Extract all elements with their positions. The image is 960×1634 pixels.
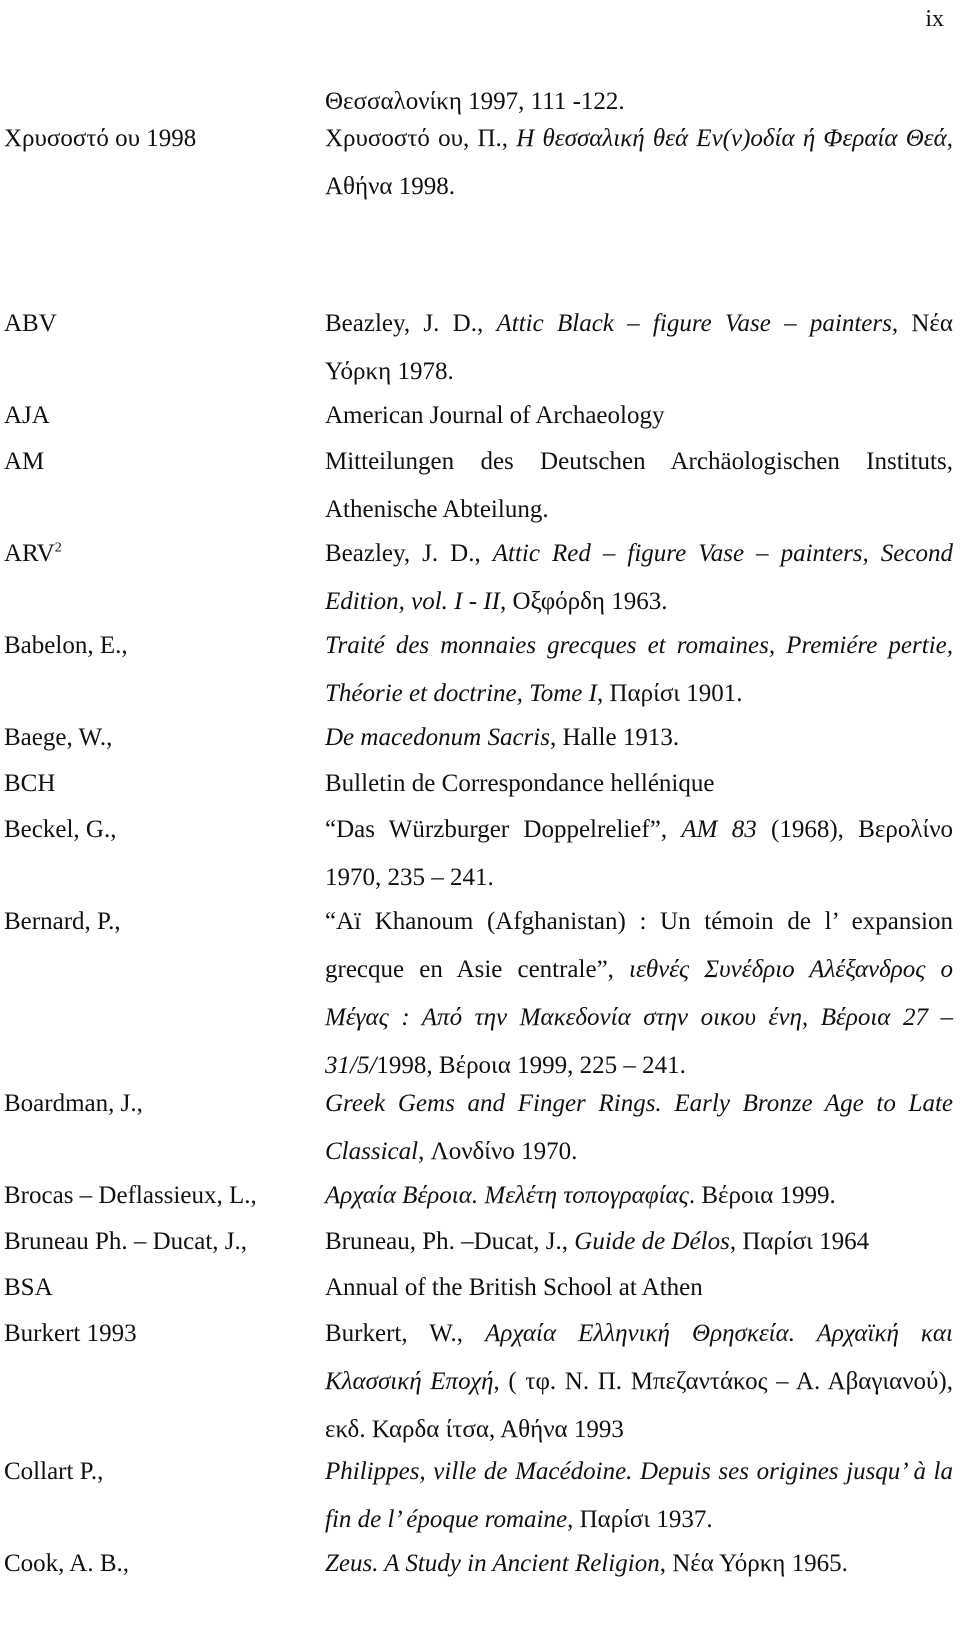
entry-reference xyxy=(325,1218,953,1266)
abbreviation-text: Boardman, J., xyxy=(4,1090,143,1117)
reference-text: , Αθήνα 1998. xyxy=(325,125,954,200)
entry-reference xyxy=(325,1172,953,1220)
abbreviation-text: AJA xyxy=(4,402,50,429)
entry-reference xyxy=(325,1448,953,1544)
abbreviation-text: Beckel, G., xyxy=(4,816,117,843)
reference-title: Η θεσσαλική θεά Εν(ν)οδία ή Φεραία Θεά xyxy=(516,125,947,152)
reference-text: American Journal of Archaeology xyxy=(325,402,665,429)
reference-text: , Οξφόρδη 1963. xyxy=(499,588,668,615)
entry-abbreviation xyxy=(4,907,121,937)
abbreviation-text: Cook, A. B., xyxy=(4,1550,130,1577)
reference-text: , Παρίσι 1901. xyxy=(596,680,743,707)
reference-text: Annual of the British School at Athen xyxy=(325,1274,703,1301)
reference-title: Guide de Délos xyxy=(574,1228,730,1255)
reference-text: , Λονδίνο 1970. xyxy=(418,1138,578,1165)
reference-text: Bruneau, Ph. –Ducat, J., xyxy=(325,1228,575,1255)
reference-title: Greek Gems and Finger Rings. Early Bronze Age to Late Classical xyxy=(325,1090,953,1165)
reference-text: Beazley, J. D., xyxy=(325,310,497,337)
reference-title: De macedonum Sacris xyxy=(325,724,550,751)
abbreviation-text: Χρυσοστό ου 1998 xyxy=(4,125,197,152)
reference-title: ιεθνές Συνέδριο Αλέξανδρος ο Μέγας : Από την Μακεδονία στην οικου ένη, Βέροια 27 – 31/5/ xyxy=(325,956,953,1079)
abbreviation-text: ABV xyxy=(4,310,57,337)
abbreviation-text: Baege, W., xyxy=(4,724,113,751)
reference-text: , Halle 1913. xyxy=(549,724,680,751)
entry-reference xyxy=(325,806,953,902)
entry-abbreviation xyxy=(4,1319,137,1349)
continuation-text: Θεσσαλονίκη 1997, 111 -122. xyxy=(325,88,625,115)
entry-abbreviation xyxy=(4,1273,53,1303)
abbreviation-text: Babelon, E., xyxy=(4,632,128,659)
entry-abbreviation xyxy=(4,124,196,154)
abbreviation-text: Collart P., xyxy=(4,1458,104,1485)
entry-reference xyxy=(325,1310,953,1454)
abbreviation-text: Burkert 1993 xyxy=(4,1320,137,1347)
entry-abbreviation xyxy=(4,401,50,431)
entry-reference xyxy=(325,438,953,534)
reference-text: , ( τφ. Ν. Π. Μπεζαντάκος – Α. Αβαγιανού), εκδ. Καρδα ίτσα, Αθήνα 1993 xyxy=(325,1368,954,1443)
entry-abbreviation xyxy=(4,1181,257,1211)
reference-text: “Das Würzburger Doppelrelief”, xyxy=(325,816,682,843)
entry-reference xyxy=(325,760,953,808)
entry-abbreviation xyxy=(4,1227,247,1257)
entry-reference xyxy=(325,622,953,718)
reference-text: Χρυσοστό ου, Π., xyxy=(325,125,517,152)
reference-title: Philippes, ville de Macédoine. Depuis ses origines jusqu’ à la fin de l’ époque romaine xyxy=(325,1458,953,1533)
entry-abbreviation xyxy=(4,309,57,339)
reference-text: Mitteilungen des Deutschen Archäologischen Instituts, Athenische Abteilung. xyxy=(325,448,953,523)
entry-abbreviation xyxy=(4,1089,143,1119)
entry-abbreviation xyxy=(4,723,112,753)
abbreviation-text: ARV xyxy=(4,540,55,567)
entry-reference xyxy=(325,898,953,1090)
abbreviation-superscript: 2 xyxy=(54,540,62,556)
entry-abbreviation xyxy=(4,447,44,477)
abbreviation-text: AM xyxy=(4,448,45,475)
entry-reference xyxy=(325,392,953,440)
reference-title: Attic Black – figure Vase – painters, xyxy=(496,310,899,337)
reference-text: . Βέροια 1999. xyxy=(688,1182,836,1209)
page-number: ix xyxy=(925,6,944,32)
reference-text: Beazley, J. D., xyxy=(325,540,493,567)
entry-abbreviation xyxy=(4,769,55,799)
entry-abbreviation xyxy=(4,1457,103,1487)
reference-text: , Νέα Υόρκη 1965. xyxy=(659,1550,848,1577)
reference-text: , Παρίσι 1964 xyxy=(729,1228,870,1255)
abbreviation-text: BCH xyxy=(4,770,56,797)
entry-abbreviation xyxy=(4,631,128,661)
reference-title: Zeus. A Study in Ancient Religion xyxy=(325,1550,660,1577)
reference-text: 1998, Βέροια 1999, 225 – 241. xyxy=(376,1052,686,1079)
reference-text: Burkert, W., xyxy=(325,1320,486,1347)
entry-abbreviation xyxy=(4,1549,129,1579)
reference-text: , Παρίσι 1937. xyxy=(567,1506,713,1533)
reference-text: “Aï Khanoum (Afghanistan) : Un témoin de l’ expansion grecque en Asie centrale”, xyxy=(325,908,953,983)
reference-title: Attic Red – figure Vase – painters, Second Edition, vol. I - II xyxy=(325,540,953,615)
abbreviation-text: Bruneau Ph. – Ducat, J., xyxy=(4,1228,248,1255)
entry-reference xyxy=(325,1540,953,1588)
entry-abbreviation xyxy=(4,539,62,569)
reference-title: Αρχαία Βέροια. Μελέτη τοπογραφίας xyxy=(325,1182,689,1209)
entry-reference xyxy=(325,115,953,211)
entry-reference xyxy=(325,1264,953,1312)
entry-reference xyxy=(325,1080,953,1176)
reference-text: Νέα Υόρκη 1978. xyxy=(325,310,954,385)
abbreviation-text: BSA xyxy=(4,1274,53,1301)
reference-title: Traité des monnaies grecques et romaines, Premiére pertie, Théorie et doctrine, Tome I xyxy=(325,632,953,707)
reference-title: Αρχαία Ελληνική Θρησκεία. Αρχαϊκή και Κλασσική Εποχή xyxy=(325,1320,954,1395)
entry-reference xyxy=(325,530,953,626)
reference-text: (1968), Βερολίνο 1970, 235 – 241. xyxy=(325,816,953,891)
entry-abbreviation xyxy=(4,815,116,845)
reference-text: Bulletin de Correspondance hellénique xyxy=(325,770,715,797)
abbreviation-text: Bernard, P., xyxy=(4,908,121,935)
abbreviation-text: Brocas – Deflassieux, L., xyxy=(4,1182,257,1209)
entry-reference xyxy=(325,300,953,396)
entry-reference xyxy=(325,714,953,762)
reference-title: AM 83 xyxy=(681,816,757,843)
